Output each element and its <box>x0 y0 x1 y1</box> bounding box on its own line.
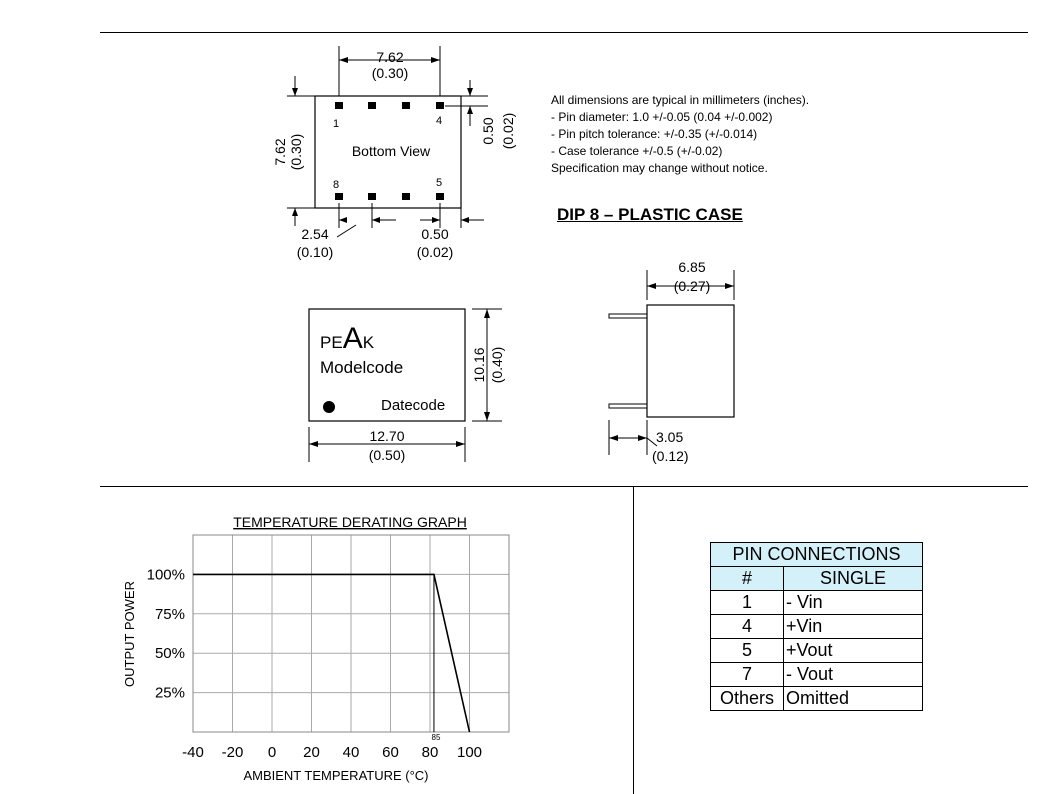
col-header-single: SINGLE <box>784 567 923 591</box>
brand-logo <box>320 322 375 355</box>
spec-line: All dimensions are typical in millimeters (inches). <box>551 93 810 107</box>
bv-height-mm: 7.62 <box>272 138 288 166</box>
spec-line: - Pin diameter: 1.0 +/-0.05 (0.04 +/-0.002) <box>551 110 773 124</box>
sv-depth-in: (0.27) <box>673 278 711 294</box>
x-tick-label: -20 <box>221 744 244 761</box>
pin-function: Omitted <box>784 687 923 711</box>
sv-pin-mm: 3.05 <box>656 429 684 445</box>
spec-line: - Case tolerance +/-0.5 (+/-0.02) <box>551 144 723 158</box>
bv-width-mm: 7.62 <box>376 49 404 65</box>
pin-function: +Vin <box>784 615 923 639</box>
date-code: Datecode <box>381 397 446 414</box>
x-tick-label: 80 <box>421 744 439 761</box>
bv-height-in: (0.30) <box>288 133 304 171</box>
sv-depth-mm: 6.85 <box>678 259 706 275</box>
pin-number: 4 <box>711 615 784 639</box>
middle-rule <box>100 486 1028 487</box>
bv-pitch-mm: 2.54 <box>301 226 329 242</box>
brand-p: P <box>320 333 332 352</box>
brand-a: A <box>342 322 363 355</box>
case-title: DIP 8 – PLASTIC CASE <box>557 205 743 224</box>
y-tick-label: 75% <box>154 605 185 623</box>
x-tick-label: -40 <box>182 744 204 761</box>
bv-pitch-in: (0.10) <box>296 244 334 260</box>
column-divider <box>633 486 634 794</box>
table-title-row <box>711 543 923 567</box>
table-row <box>711 687 923 711</box>
pin-number: 7 <box>711 663 784 687</box>
spec-line: Specification may change without notice. <box>551 161 768 175</box>
bv-side-mm: 0.50 <box>421 226 449 242</box>
y-tick-label: 25% <box>154 684 185 702</box>
pin-connections-table <box>710 542 923 711</box>
x-tick-label: 0 <box>267 744 277 761</box>
pin-function: - Vout <box>784 663 923 687</box>
tv-height-mm: 10.16 <box>471 347 487 383</box>
x-tick-labels <box>182 744 482 761</box>
x-tick-label: 40 <box>342 744 360 761</box>
pin-number: 5 <box>711 639 784 663</box>
y-tick-labels <box>147 566 185 701</box>
x-tick-label: 60 <box>382 744 399 761</box>
derating-chart <box>115 505 525 790</box>
x-tick-label: 20 <box>303 744 320 761</box>
bv-pin-4: 4 <box>436 115 443 127</box>
y-tick-label: 50% <box>154 645 185 663</box>
sv-pin-in: (0.12) <box>652 448 689 464</box>
table-title: PIN CONNECTIONS <box>711 543 923 567</box>
bottom-view-drawing <box>265 40 525 265</box>
pin-number: 1 <box>711 591 784 615</box>
pin-number: Others <box>711 687 784 711</box>
tv-height-in: (0.40) <box>489 346 505 384</box>
knee-label: 85 <box>431 733 441 742</box>
table-row <box>711 639 923 663</box>
bv-label: Bottom View <box>351 143 431 159</box>
spec-line: - Pin pitch tolerance: +/-0.35 (+/-0.014) <box>551 127 758 141</box>
brand-e: E <box>331 333 343 352</box>
bv-pin-5: 5 <box>436 177 443 189</box>
bv-pin-1: 1 <box>333 118 340 130</box>
bv-side-in: (0.02) <box>416 244 454 260</box>
brand-k: K <box>362 333 375 352</box>
x-tick-label: 100 <box>456 744 483 761</box>
table-row <box>711 663 923 687</box>
pin-function: - Vin <box>784 591 923 615</box>
table-row <box>711 591 923 615</box>
bv-offset-in: (0.02) <box>500 112 516 150</box>
y-axis-label: OUTPUT POWER <box>122 581 137 687</box>
side-view-drawing <box>600 255 750 470</box>
top-view-drawing <box>300 300 520 470</box>
pin-function: +Vout <box>784 639 923 663</box>
bv-pin-8: 8 <box>333 179 340 191</box>
tv-width-in: (0.50) <box>368 447 406 463</box>
table-row <box>711 615 923 639</box>
model-code: Modelcode <box>320 358 404 377</box>
x-axis-label: AMBIENT TEMPERATURE (°C) <box>243 768 429 783</box>
bv-offset-mm: 0.50 <box>480 117 496 145</box>
chart-title: TEMPERATURE DERATING GRAPH <box>233 514 467 530</box>
tv-width-mm: 12.70 <box>369 428 405 444</box>
y-tick-label: 100% <box>146 566 185 584</box>
table-header-row <box>711 567 923 591</box>
col-header-num: # <box>711 567 784 591</box>
chart-grid <box>193 535 509 732</box>
top-rule <box>100 32 1028 33</box>
bv-width-in: (0.30) <box>371 65 409 81</box>
spec-notes <box>551 92 809 177</box>
